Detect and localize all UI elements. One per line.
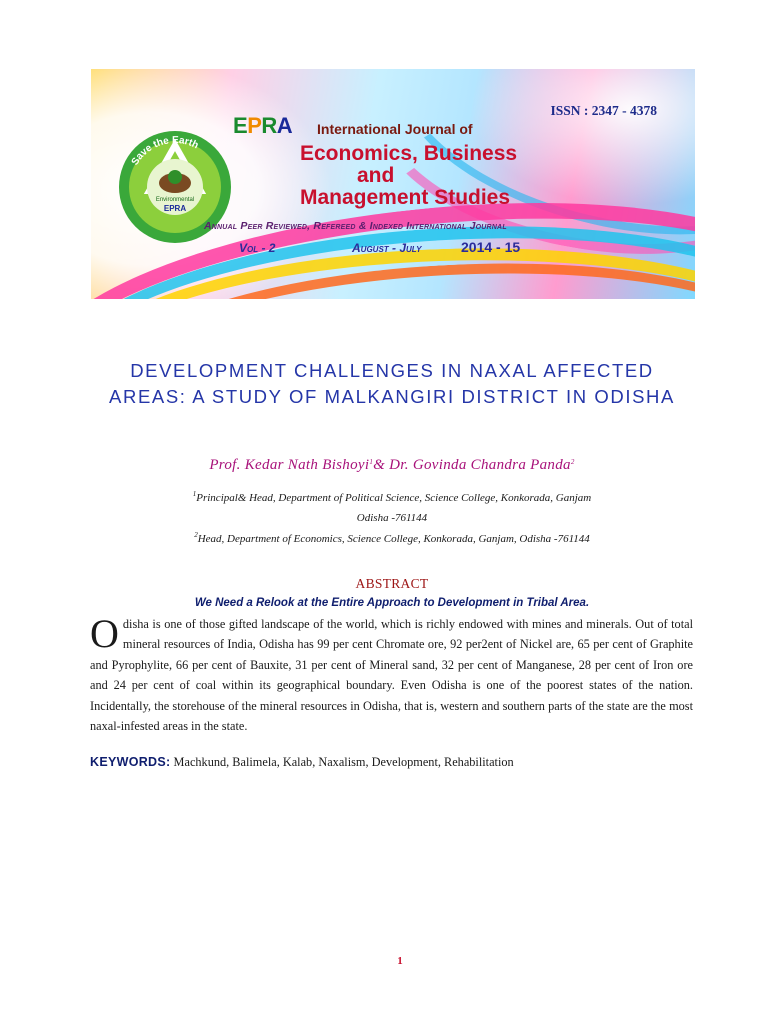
keywords-list: Machkund, Balimela, Kalab, Naxalism, Development, Rehabilitation [170,755,514,769]
page-number: 1 [397,955,403,967]
volume-label: Vol - 2 [239,241,276,255]
journal-title-line1: Economics, Business [300,142,518,165]
journal-banner [91,69,695,299]
peer-review-line: Annual Peer Reviewed, Refereed & Indexed International Journal [204,220,507,232]
journal-intl-label: International Journal of [317,121,473,137]
journal-title-line3: Management Studies [300,186,511,209]
author-1-sup: 1 [369,458,374,466]
affiliation-1: $^1$Principal& Head, Department of Political Science, Science College, Konkorada, Ganjam [192,490,592,504]
abstract-text: disha is one of those gifted landscape of the world, which is richly endowed with mines and minerals. Out of total mineral resources of India, Odisha has 99 per cent Chromate ore, 92 per2ent of Nickel are, 65 per cent of Graphite and Pyrophylite, 66 per cent of Bauxite, 31 per cent of Mineral sand, 32 per cent of Manganese, 28 per cent of Iron ore and 24 per cent of coal within its geographical boundary. Even Odisha is one of the poorest states of the nation. Incidentally, the storehouse of the mineral resources in Odisha, that is, western and southern parts of the state are the most naxal-infested areas in the state. [90,617,693,734]
plant-icon [168,170,182,184]
keywords-label: KEYWORDS: [90,755,171,769]
logo-inner-text: Environmental [155,197,195,203]
affiliation-1-line2: Odisha -761144 [356,512,428,524]
abstract-subheading: We Need a Relook at the Entire Approach to Development in Tribal Area. [194,597,590,609]
months-label: August - July [352,241,422,255]
journal-title-line2: and [357,164,395,187]
year-label: 2014 - 15 [461,239,521,255]
abstract-heading: ABSTRACT [355,576,429,591]
affiliation-2: $^2$Head, Department of Economics, Science College, Konkorada, Ganjam, Odisha -761144 [194,531,590,545]
abstract-body [90,611,693,736]
keywords-line [90,755,693,770]
logo-label: EPRA [163,204,187,213]
logo-ring-text: Save the Earth [129,134,201,168]
author-2: & Dr. Govinda Chandra Panda [373,457,571,473]
epra-wordmark: EPRA [233,113,293,138]
author-2-sup: 2 [570,458,575,466]
issn-label: ISSN : 2347 - 4378 [550,103,657,118]
drop-cap: O [90,611,119,656]
author-line [96,457,688,474]
paper-title: DEVELOPMENT CHALLENGES IN NAXAL AFFECTED AREAS: A STUDY OF MALKANGIRI DISTRICT IN ODISHA [109,360,675,407]
author-1: Prof. Kedar Nath Bishoyi [209,457,370,473]
